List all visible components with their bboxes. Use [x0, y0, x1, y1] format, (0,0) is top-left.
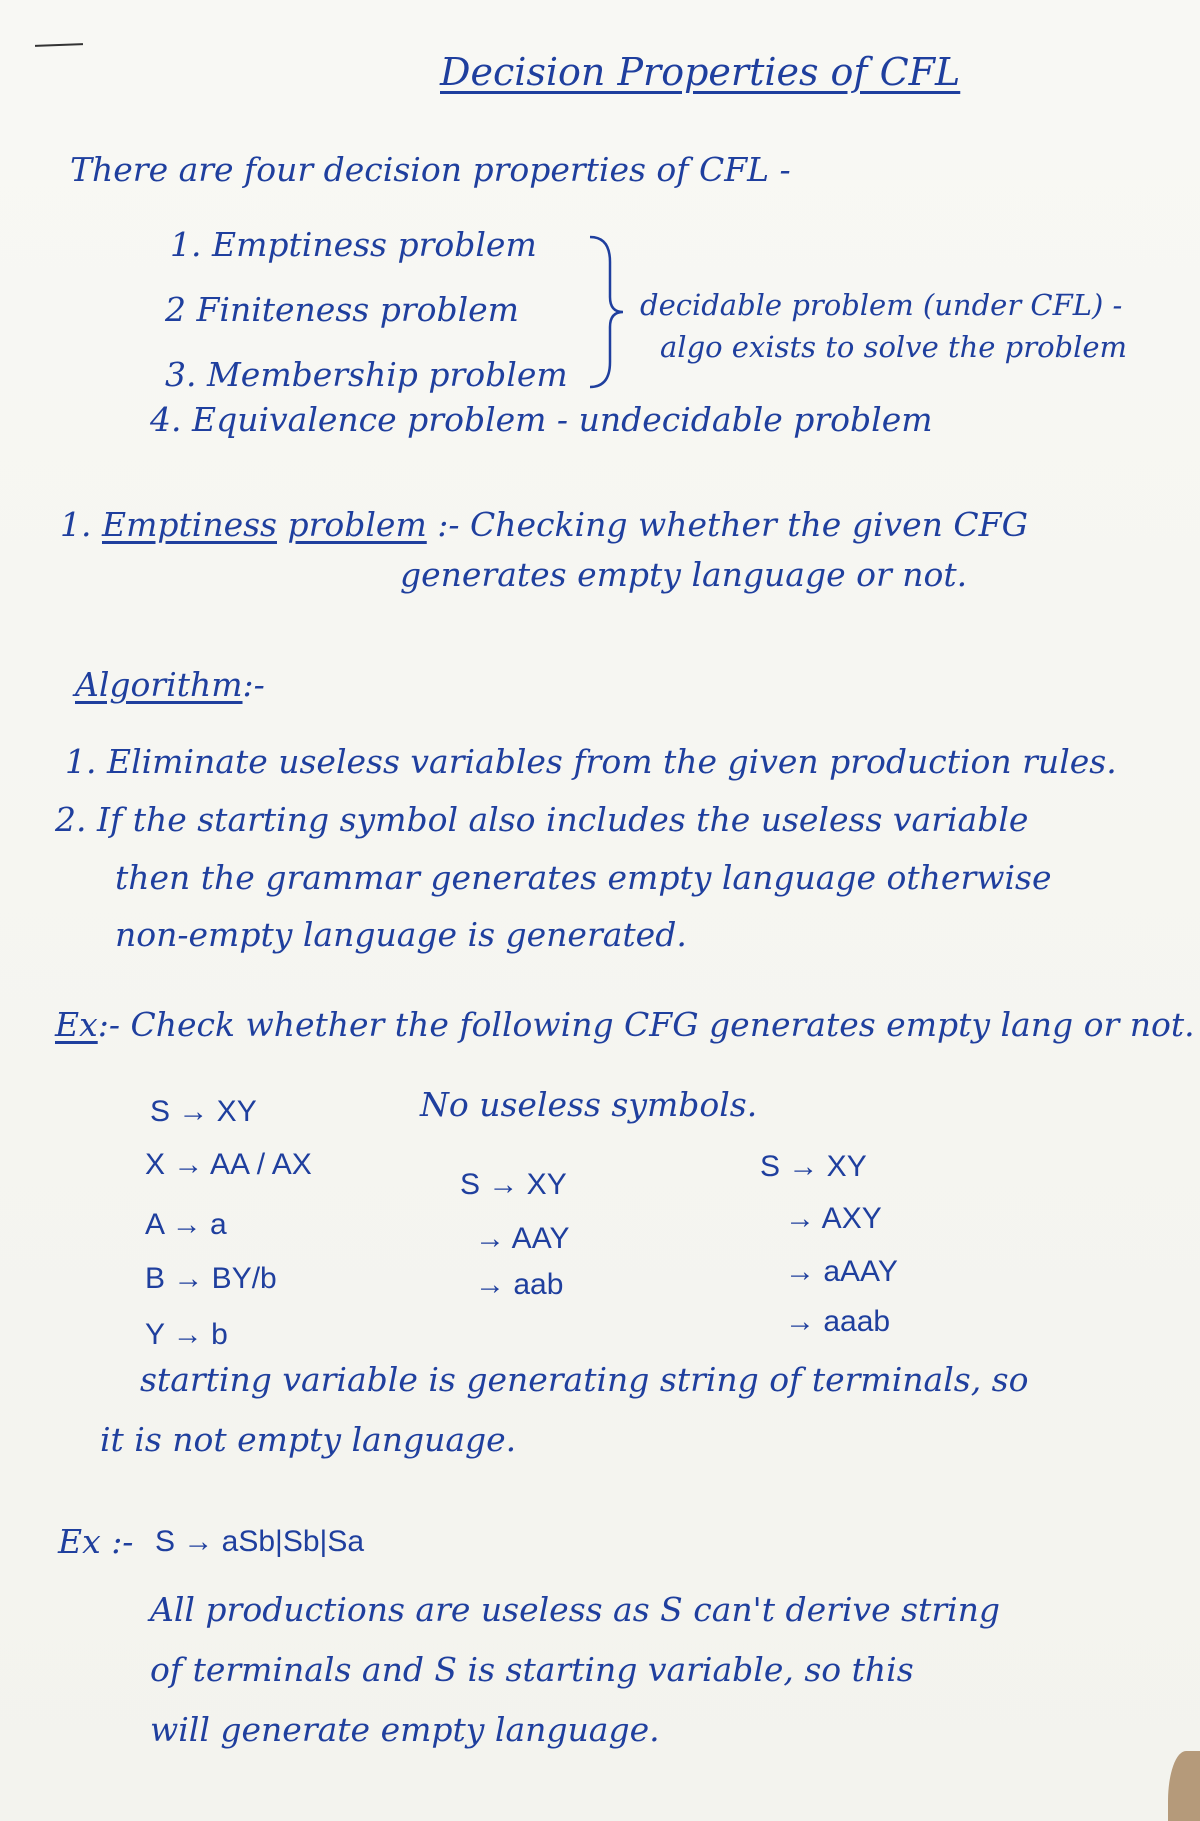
property-label: Finiteness problem	[196, 290, 519, 329]
heading-number: 1.	[60, 505, 92, 544]
property-label: Emptiness problem	[212, 225, 537, 264]
no-useless-note: No useless symbols.	[420, 1085, 758, 1124]
emptiness-definition-line1: :- Checking whether the given CFG	[437, 505, 1028, 544]
property-label: Equivalence problem - undecidable problem	[192, 400, 933, 439]
algorithm-step-2-line1: 2. If the starting symbol also includes the useless variable	[55, 800, 1029, 839]
example2-line3: will generate empty language.	[150, 1710, 660, 1749]
property-4	[150, 400, 933, 439]
derivation1-step: → AAY	[475, 1222, 570, 1255]
property-number: 3.	[165, 355, 197, 394]
page-corner-shadow	[1168, 1751, 1200, 1821]
derivation2-step: → aAAY	[785, 1255, 898, 1288]
algorithm-step-2-line3: non-empty language is generated.	[115, 915, 687, 954]
example1-conclusion-line1: starting variable is generating string of terminals, so	[140, 1360, 1029, 1399]
example2-rule: S → aSb|Sb|Sa	[155, 1525, 365, 1558]
example2-line1: All productions are useless as S can't derive string	[150, 1590, 1001, 1629]
grammar-rule: A → a	[145, 1208, 227, 1241]
derivation2-step: S → XY	[760, 1150, 867, 1183]
algorithm-step-2-line2: then the grammar generates empty language otherwise	[115, 858, 1052, 897]
emptiness-definition-line2: generates empty language or not.	[400, 555, 968, 594]
example-prompt-text: :- Check whether the following CFG generates empty lang or not.	[97, 1005, 1195, 1044]
heading-word: Emptiness	[102, 505, 277, 544]
grammar-rule: S → XY	[150, 1095, 257, 1128]
grammar-rule: Y → b	[145, 1318, 228, 1351]
derivation2-step: → AXY	[785, 1202, 882, 1235]
property-number: 1.	[170, 225, 202, 264]
emptiness-heading	[60, 505, 1028, 544]
property-3	[165, 355, 568, 394]
property-number: 4.	[150, 400, 182, 439]
derivation1-step: → aab	[475, 1268, 564, 1301]
example1-conclusion-line2: it is not empty language.	[100, 1420, 517, 1459]
property-2	[165, 290, 519, 329]
example2-label: Ex :-	[58, 1522, 134, 1561]
curly-brace-icon	[585, 232, 625, 392]
algorithm-heading-suffix: :-	[242, 665, 265, 704]
grammar-rule: B → BY/b	[145, 1262, 277, 1295]
example2-line2: of terminals and S is starting variable, so this	[150, 1650, 914, 1689]
algorithm-heading-text: Algorithm	[75, 665, 243, 704]
algorithm-step-1: 1. Eliminate useless variables from the given production rules.	[65, 742, 1117, 781]
pen-mark	[35, 43, 83, 47]
derivation1-step: S → XY	[460, 1168, 567, 1201]
example1-prompt	[55, 1005, 1195, 1044]
grammar-rule: X → AA / AX	[145, 1148, 312, 1181]
property-1	[170, 225, 537, 264]
heading-word: problem	[287, 505, 427, 544]
derivation2-step: → aaab	[785, 1305, 891, 1338]
decidable-note-line2: algo exists to solve the problem	[660, 330, 1128, 364]
page-title: Decision Properties of CFL	[440, 50, 961, 94]
decidable-note-line1: decidable problem (under CFL) -	[640, 288, 1123, 322]
algorithm-heading	[75, 665, 265, 704]
property-number: 2	[165, 290, 186, 329]
example-label: Ex	[55, 1005, 98, 1044]
intro-text: There are four decision properties of CFL -	[70, 150, 791, 189]
property-label: Membership problem	[207, 355, 568, 394]
